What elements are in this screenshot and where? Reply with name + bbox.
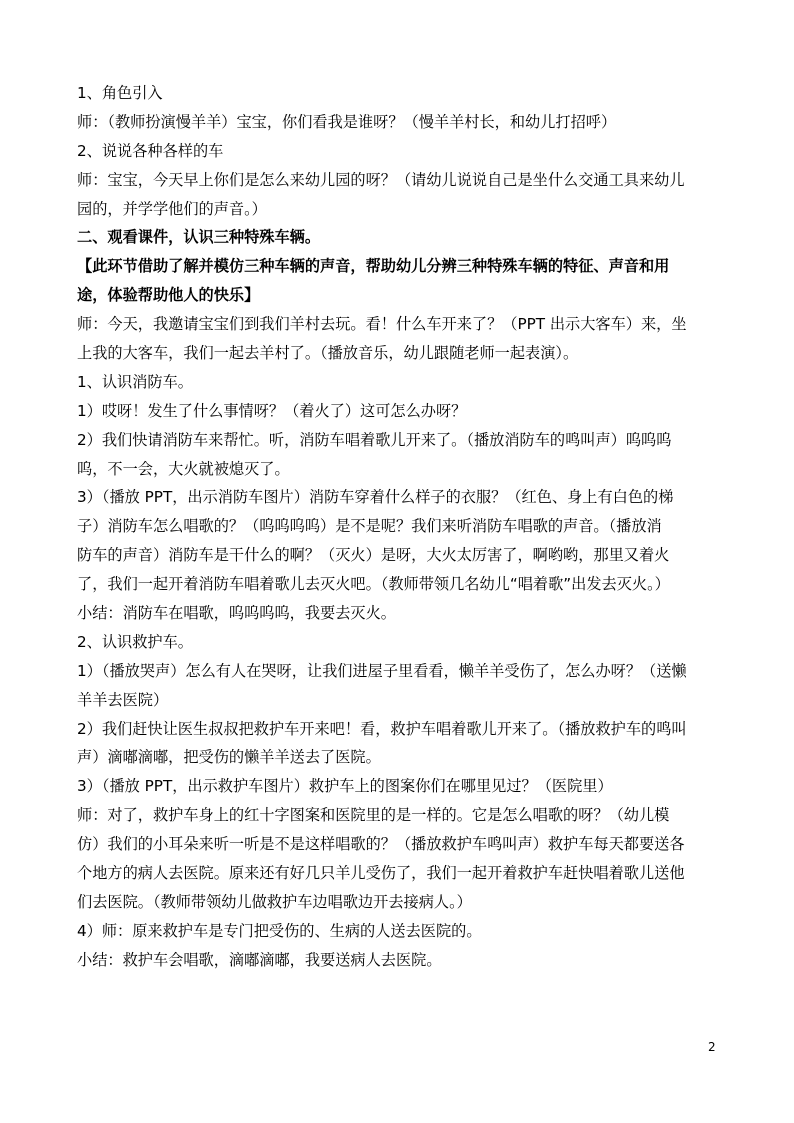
text-line: 个地方的病人去医院。原来还有好几只羊儿受伤了，我们一起开着救护车赶快唱着歌儿送他 (77, 864, 685, 883)
text-line: 了，我们一起开着消防车唱着歌儿去灭火吧。（教师带领几名幼儿“唱着歌”出发去灭火。） (77, 575, 670, 594)
text-line: 3）（播放 PPT，出示消防车图片）消防车穿着什么样子的衣服？（红色、身上有白色的梯 (77, 488, 674, 507)
text-line: 小结：救护车会唱歌，滴嘟滴嘟，我要送病人去医院。 (77, 950, 442, 969)
text-line: 园的，并学学他们的声音。） (77, 199, 267, 218)
text-line: 上我的大客车，我们一起去羊村了。（播放音乐，幼儿跟随老师一起表演）。 (77, 344, 579, 363)
text-line: 3）（播放 PPT，出示救护车图片）救护车上的图案你们在哪里见过？（医院里） (77, 777, 613, 796)
text-line: 1、认识消防车。 (77, 372, 193, 391)
text-line: 子）消防车怎么唱歌的？（呜呜呜呜）是不是呢？我们来听消防车唱歌的声音。（播放消 (77, 517, 662, 536)
page-number: 2 (708, 1040, 716, 1054)
text-line: 们去医院。（教师带领幼儿做救护车边唱歌边开去接病人。） (77, 892, 472, 911)
text-line: 2）我们赶快让医生叔叔把救护车开来吧！看，救护车唱着歌儿开来了。（播放救护车的鸣叫 (77, 719, 687, 738)
text-line: 2）我们快请消防车来帮忙。听，消防车唱着歌儿开来了。（播放消防车的鸣叫声）呜呜呜 (77, 430, 672, 449)
text-line: 师：宝宝，今天早上你们是怎么来幼儿园的呀？（请幼儿说说自己是坐什么交通工具来幼儿 (77, 170, 685, 189)
text-line: 小结：消防车在唱歌，呜呜呜呜，我要去灭火。 (77, 604, 396, 623)
text-line: 防车的声音）消防车是干什么的啊？（灭火）是呀，大火太厉害了，啊哟哟，那里又着火 (77, 546, 670, 565)
heading-line: 【此环节借助了解并模仿三种车辆的声音，帮助幼儿分辨三种特殊车辆的特征、声音和用 (77, 257, 670, 276)
text-line: 2、说说各种各样的车 (77, 141, 224, 160)
text-line: 1、角色引入 (77, 84, 163, 102)
text-line: 呜，不一会，大火就被熄灭了。 (77, 459, 290, 478)
text-line: 声）滴嘟滴嘟，把受伤的懒羊羊送去了医院。 (77, 748, 381, 767)
heading-line: 二、观看课件，认识三种特殊车辆。 (77, 228, 320, 247)
text-line: 1）（播放哭声）怎么有人在哭呀，让我们进屋子里看看，懒羊羊受伤了，怎么办呀？（送懒 (77, 661, 687, 680)
document-body (77, 79, 717, 975)
text-line: 仿）我们的小耳朵来听一听是不是这样唱歌的？（播放救护车鸣叫声）救护车每天都要送各 (77, 835, 685, 854)
text-line: 1）哎呀！发生了什么事情呀？（着火了）这可怎么办呀？ (77, 401, 467, 420)
text-line: 2、认识救护车。 (77, 632, 193, 651)
text-line: 师：今天，我邀请宝宝们到我们羊村去玩。看！什么车开来了？（PPT 出示大客车）来，坐 (77, 315, 687, 334)
text-line: 师：（教师扮演慢羊羊）宝宝，你们看我是谁呀？（慢羊羊村长，和幼儿打招呼） (77, 112, 617, 131)
text-line: 师：对了，救护车身上的红十字图案和医院里的是一样的。它是怎么唱歌的呀？（幼儿模 (77, 806, 670, 825)
heading-line: 途，体验帮助他人的快乐】 (77, 286, 260, 305)
text-line: 羊羊去医院） (77, 690, 169, 709)
text-line: 4）师：原来救护车是专门把受伤的、生病的人送去医院的。 (77, 921, 482, 940)
